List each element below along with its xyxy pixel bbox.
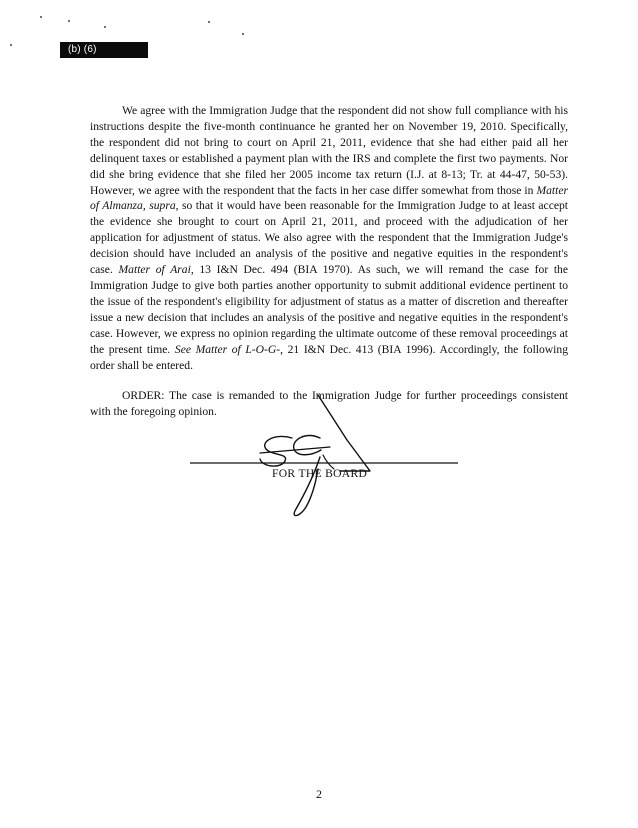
scan-speck	[104, 26, 106, 28]
signature-label: FOR THE BOARD	[272, 467, 368, 480]
paragraph-text: ORDER: The case is remanded to the Immigration Judge for further proceedings consistent with the foregoing opinion.	[90, 389, 568, 419]
case-citation: Matter of Almanza, supra	[90, 183, 568, 213]
scan-speck	[208, 21, 210, 23]
paragraph-text: , 13 I&N Dec. 494 (BIA 1970). As such, we will remand the case for the Immigration Judge to give both parties another opportunity to submit additional evidence pertinent to the issue of the respondent's eligibility for adjustment of status as a matter of discretion and thereafter issue a new decision that includes an analysis of the positive and negative equities in the respondent's case. However, we express no opinion regarding the ultimate outcome of these removal proceedings at the present time.	[90, 263, 568, 356]
signature-stroke	[294, 457, 320, 516]
paragraph-text: , 21 I&N Dec. 413 (BIA 1996). Accordingly, the following order shall be entered.	[90, 342, 568, 372]
signature-block	[190, 395, 460, 530]
paragraph-discussion	[90, 103, 568, 373]
scan-speck	[242, 33, 244, 35]
signature-stroke	[294, 436, 321, 455]
paragraph-text: , so that it would have been reasonable for the Immigration Judge to at least accept the evidence she brought to court on April 21, 2011, and proceed with the adjudication of her application for adjustment of status. We also agree with the respondent that the Immigration Judge's decision should have included an analysis of the positive and negative equities in the respondent's case.	[90, 199, 568, 277]
redaction-box: (b) (6)	[60, 42, 148, 58]
document-body	[90, 103, 568, 420]
case-citation: See Matter of L-O-G-	[174, 342, 281, 356]
scan-speck	[10, 44, 12, 46]
scan-speck	[68, 20, 70, 22]
signature-stroke	[260, 447, 330, 453]
page-number: 2	[316, 787, 322, 801]
handwritten-signature	[190, 395, 460, 530]
case-citation: Matter of Arai	[118, 263, 191, 277]
paragraph-text: We agree with the Immigration Judge that the respondent did not show full compliance with his instructions despite the five-month continuance he granted her on November 19, 2010. Specifically, the respondent did not bring to court on April 21, 2011, evidence that she had either paid all her delinquent taxes or established a payment plan with the IRS and complete the first two payments. Nor did she bring evidence that she filed her 2005 income tax return (I.J. at 8-13; Tr. at 44-47, 50-53). However, we agree with the respondent that the facts in her case differ somewhat from those in	[90, 104, 568, 197]
scan-speck	[40, 16, 42, 18]
